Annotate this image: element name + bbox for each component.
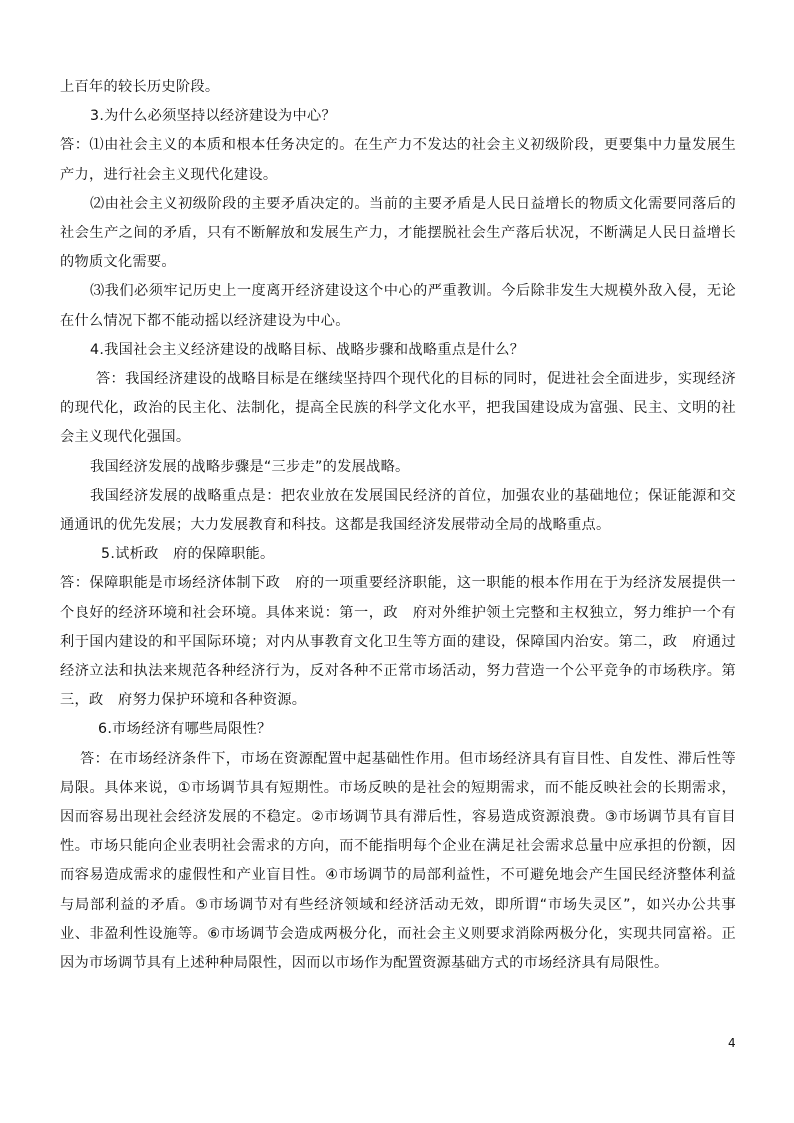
answer-3-point-2: ⑵由社会主义初级阶段的主要矛盾决定的。当前的主要矛盾是人民日益增长的物质文化需要同落后的社会生产之间的矛盾，只有不断解放和发展生产力，才能摆脱社会生产落后状况，不断满足人民日益增长的物质文化需要。: [60, 195, 736, 271]
answer-4-strategic-steps: 我国经济发展的战略步骤是“三步走”的发展战略。: [90, 458, 410, 475]
answer-3-point-1: 答：⑴由社会主义的本质和根本任务决定的。在生产力不发达的社会主义初级阶段，更要集中力量发展生产力，进行社会主义现代化建设。: [60, 137, 736, 183]
question-6-heading: 6.市场经济有哪些局限性？: [98, 721, 272, 738]
answer-5-text: 答：保障职能是市场经济体制下政 府的一项重要经济职能，这一职能的根本作用在于为经济发展提供一个良好的经济环境和社会环境。具体来说：第一，政 府对外维护领土完整和主权独立，努力维护一个有利于国内建设的和平国际环境；对内从事教育文化卫生等方面的建设，保障国内治安。第二，政 府通过经济立法和执法来规范各种经济行为，反对各种不正常市场活动，努力营造一个公平竞争的市场秩序。第三，政 府努力保护环境和各种资源。: [60, 575, 736, 709]
document-body: [60, 73, 736, 978]
answer-6-text: 答：在市场经济条件下，市场在资源配置中起基础性作用。但市场经济具有盲目性、自发性、滞后性等局限。具体来说，①市场调节具有短期性。市场反映的是社会的短期需求，而不能反映社会的长期需求，因而容易出现社会经济发展的不稳定。②市场调节具有滞后性，容易造成资源浪费。③市场调节具有盲目性。市场只能向企业表明社会需求的方向，而不能指明每个企业在满足社会需求总量中应承担的份额，因而容易造成需求的虚假性和产业盲目性。④市场调节的局部利益性，不可避免地会产生国民经济整体利益与局部利益的矛盾。⑤市场调节对有些经济领域和经济活动无效，即所谓“市场失灵区”，如兴办公共事业、非盈利性设施等。⑥市场调节会造成两极分化，而社会主义则要求消除两极分化，实现共同富裕。正因为市场调节具有上述种种局限性，因而以市场作为配置资源基础方式的市场经济具有局限性。: [60, 750, 736, 972]
question-3-heading: 3.为什么必须坚持以经济建设为中心？: [90, 108, 336, 125]
question-5-heading: 5.试析政 府的保障职能。: [101, 546, 275, 563]
answer-4-strategic-goal: 答：我国经济建设的战略目标是在继续坚持四个现代化的目标的同时，促进社会全面进步，实现经济的现代化，政治的民主化、法制化，提高全民族的科学文化水平，把我国建设成为富强、民主、文明的社会主义现代化强国。: [60, 371, 736, 446]
question-4-heading: 4.我国社会主义经济建设的战略目标、战略步骤和战略重点是什么？: [90, 341, 525, 358]
page-number: 4: [728, 1036, 736, 1050]
answer-3-point-3: ⑶我们必须牢记历史上一度离开经济建设这个中心的严重教训。今后除非发生大规模外敌入侵，无论在什么情况下都不能动摇以经济建设为中心。: [60, 283, 736, 329]
paragraph-continuation: 上百年的较长历史阶段。: [60, 79, 220, 95]
answer-4-strategic-focus: 我国经济发展的战略重点是：把农业放在发展国民经济的首位，加强农业的基础地位；保证能源和交通通讯的优先发展；大力发展教育和科技。这都是我国经济发展带动全局的战略重点。: [60, 487, 736, 534]
